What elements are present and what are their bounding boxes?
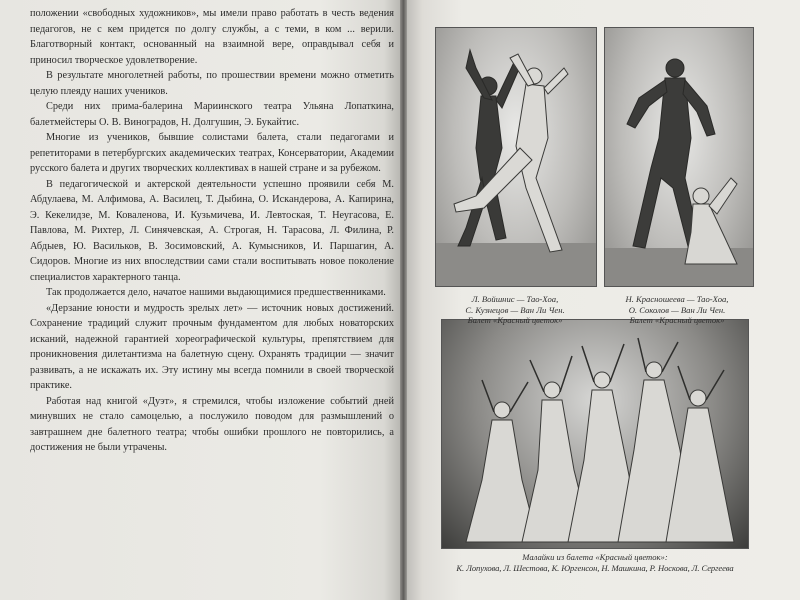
paragraph: Так продолжается дело, начатое нашими выдающимися предшественниками. xyxy=(46,287,386,298)
caption-line: С. Кузнецов — Ван Ли Чен. xyxy=(465,304,565,315)
caption-line: Малайки из балета «Красный цветок»: xyxy=(522,552,668,562)
body-text xyxy=(30,6,394,456)
caption-line: Балет «Красный цветок» xyxy=(467,315,563,325)
dancers-illustration xyxy=(436,28,596,286)
paragraph: «Дерзание юности и мудрость зрелых лет» — источник новых достижений. Сохранение традиций служит прочным фундаментом для любых новаторских исканий, надежной гарантией хореографической культуры, препятствием для проникновения дилетантизма на балетную сцену. Охранять традиции — значит развивать, а не искажать их. Эту истину мы всегда помнили в своей творческой практике. xyxy=(30,302,394,391)
photo-duet-krasnosheeva-sokolov xyxy=(604,27,754,287)
paragraph: Работая над книгой «Дуэт», я стремился, чтобы изложение событий дней минувших не стало самоцелью, а послужило поводом для размышлений о завтрашнем дне балетного театра; чтобы ошибки прошлого не повторились, а достижения не были утрачены. xyxy=(30,395,394,453)
paragraph: В педагогической и актерской деятельности успешно проявили себя М. Абдулаева, М. Алфимова, А. Василец, Т. Дыбина, О. Искандерова, А. Капирина, Э. Кекелидзе, М. Коваленова, И. Кузьмичева, И. Левтоская, Т. Неугасова, Е. Павлова, М. Рихтер, Л. Синячевская, А. Строгая, Н. Тарасова, Л. Филина, Р. Абдыев, Ю. Васильков, В. Зосимовский, А. Кумысников, И. Паршагин, А. Сидоров. Многие из них впоследствии сами стали воспитывать новое поколение специалистов характерного танца. xyxy=(30,178,394,283)
caption-line: Л. Войшнис — Тао-Хоа, xyxy=(471,294,559,304)
photo-malay-dancers-group xyxy=(441,319,749,549)
paragraph: В результате многолетней работы, по прошествии времени можно отметить целую плеяду наших учеников. xyxy=(30,70,394,97)
photo-caption xyxy=(440,294,590,326)
caption-line: Н. Красношеева — Тао-Хоа, xyxy=(625,294,729,304)
paragraph: Многие из учеников, бывшие солистами балета, стали педагогами и репетиторами в петербургских академических театрах, Консерватории, Академии русского балета и других творческих коллективах в нашей стране и за рубежом. xyxy=(30,132,394,174)
photo-caption xyxy=(415,552,775,573)
caption-line: Балет «Красный цветок» xyxy=(629,315,725,325)
photo-duet-voishnis-kuznetsov xyxy=(435,27,597,287)
caption-line: К. Лопухова, Л. Шестова, К. Юргенсон, Н. Машкина, Р. Носкова, Л. Сергеева xyxy=(456,562,734,573)
photo-caption xyxy=(602,294,752,326)
caption-line: О. Соколов — Ван Ли Чен. xyxy=(628,304,726,315)
dancers-illustration xyxy=(605,28,753,286)
paragraph: Среди них прима-балерина Мариинского театра Ульяна Лопаткина, балетмейстеры О. В. Виноградов, Н. Долгушин, Э. Букайтис. xyxy=(30,101,394,128)
paragraph: положении «свободных художников», мы имели право работать в честь ведения педагогов, не с кем придется по долгу службы, а с теми, в ком ... верили. Благотворный контакт, основанный на взаимной вере, оправдывал себя и приносил творческое удовлетворение. xyxy=(30,8,394,66)
dancers-illustration xyxy=(442,320,748,548)
book-gutter xyxy=(400,0,407,600)
